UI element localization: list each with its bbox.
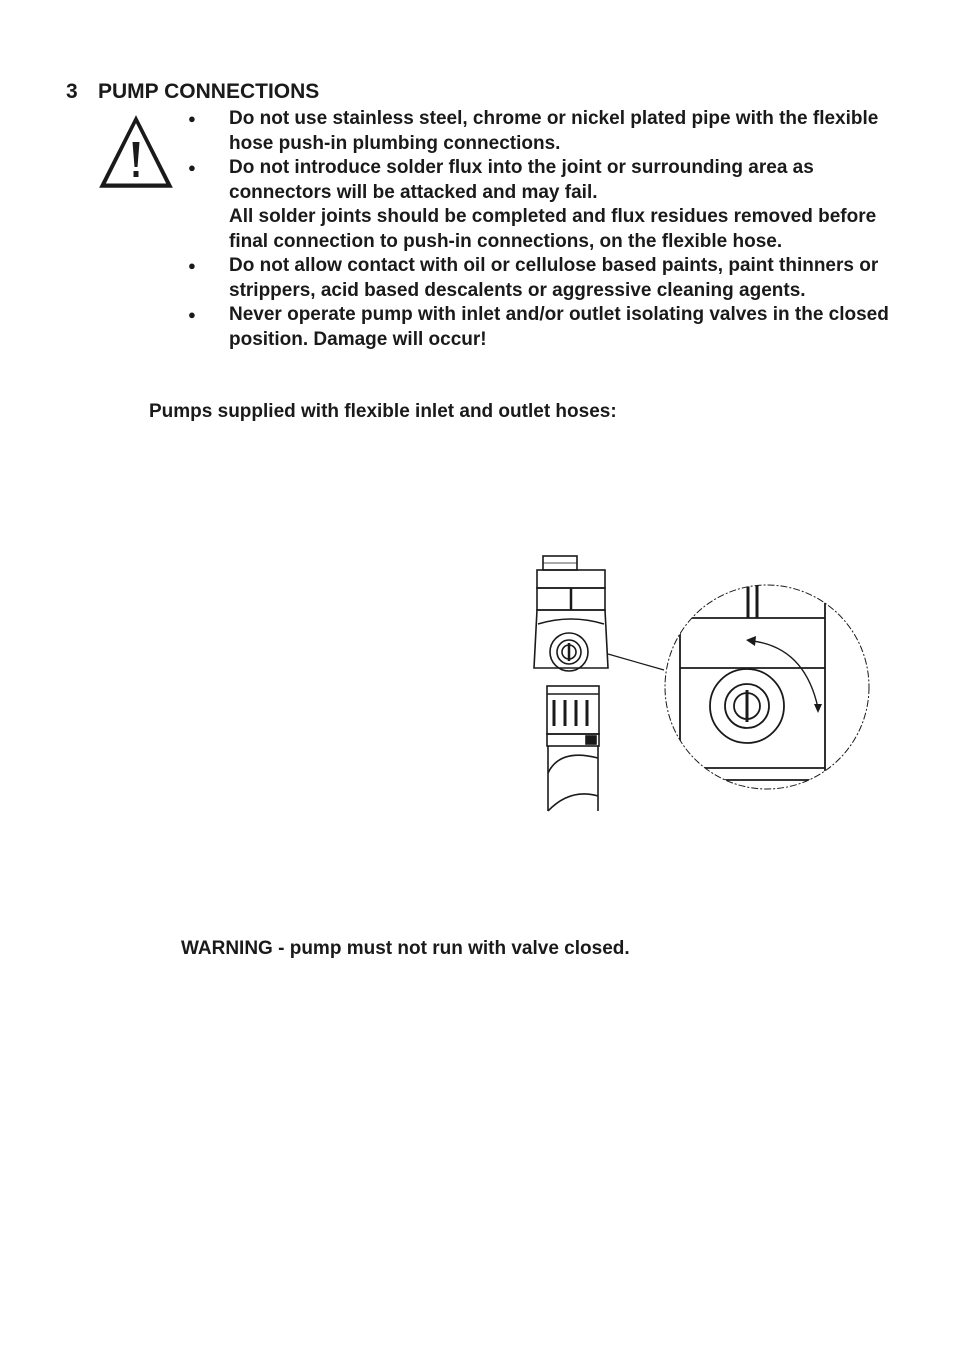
bullet-icon: ● <box>188 160 196 175</box>
list-item-text: Do not allow contact with oil or cellulose based paints, paint thinners or strippers, acid based descalents or aggressive cleaning agents. <box>229 255 879 301</box>
list-item <box>186 156 906 254</box>
bullet-icon: ● <box>188 111 196 126</box>
list-item <box>186 303 906 352</box>
section-number: 3 <box>66 80 78 103</box>
subheading: Pumps supplied with flexible inlet and outlet hoses: <box>149 401 617 422</box>
section-heading <box>66 80 319 104</box>
bullet-icon: ● <box>188 258 196 273</box>
list-item <box>186 254 906 303</box>
list-item-text: All solder joints should be completed and flux residues removed before final connection to push-in connections, on the flexible hose. <box>229 206 877 252</box>
detail-circle <box>665 585 869 789</box>
list-item-text: Never operate pump with inlet and/or outlet isolating valves in the closed position. Damage will occur! <box>229 304 889 350</box>
bullet-icon: ● <box>188 307 196 322</box>
section-title: PUMP CONNECTIONS <box>98 80 320 103</box>
list-item-text: Do not use stainless steel, chrome or nickel plated pipe with the flexible hose push-in plumbing connections. <box>229 108 879 154</box>
list-item-text: Do not introduce solder flux into the joint or surrounding area as connectors will be attacked and may fail. <box>229 157 814 203</box>
warning-list <box>186 107 906 352</box>
valve-diagram <box>520 548 880 818</box>
warning-triangle-icon <box>98 114 174 190</box>
list-item <box>186 107 906 156</box>
hose-fitting-drawing <box>534 556 664 811</box>
valve-warning: WARNING - pump must not run with valve closed. <box>181 938 630 959</box>
